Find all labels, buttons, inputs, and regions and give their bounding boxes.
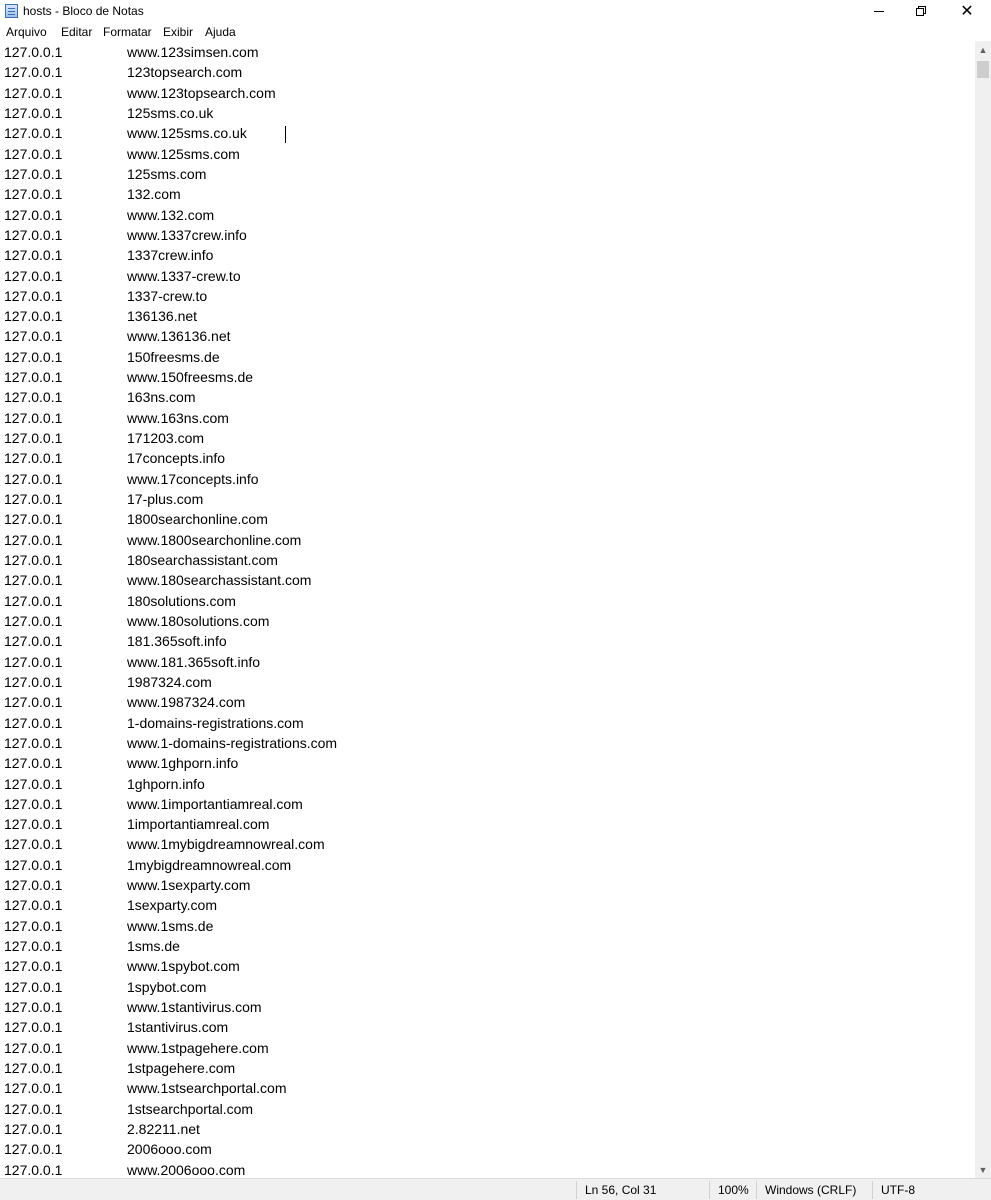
menu-bar [0,22,991,41]
text-line [0,916,975,936]
hostname: 181.365soft.info [127,633,227,650]
menu-arquivo[interactable]: Arquivo [6,25,47,39]
hostname: 1987324.com [127,673,212,690]
hostname: www.181.365soft.info [127,653,261,670]
hostname: www.125sms.co.uk [127,125,247,142]
hostname: 17concepts.info [127,450,226,467]
menu-ajuda[interactable]: Ajuda [205,25,236,39]
scroll-down-button[interactable] [975,1161,991,1178]
text-line [0,83,975,103]
text-line [0,347,975,367]
hostname: www.1spybot.com [127,958,240,975]
text-line [0,42,975,62]
text-line [0,570,975,590]
text-line [0,286,975,306]
hostname: 1mybigdreamnowreal.com [127,856,292,873]
ip-address: 127.0.0.1 [4,612,63,629]
close-icon: ✕ [960,3,974,20]
hostname: 136136.net [127,308,198,325]
vertical-scrollbar[interactable] [975,41,991,1178]
ip-address: 127.0.0.1 [4,938,63,955]
ip-address: 127.0.0.1 [4,836,63,853]
text-line [0,1139,975,1159]
hostname: 163ns.com [127,389,196,406]
text-line [0,428,975,448]
hostname: 180solutions.com [127,592,236,609]
hostname: www.125sms.com [127,145,240,162]
text-line [0,1119,975,1139]
text-line [0,225,975,245]
ip-address: 127.0.0.1 [4,572,63,589]
ip-address: 127.0.0.1 [4,44,63,60]
text-line [0,997,975,1017]
hostname: www.1stpagehere.com [127,1039,269,1056]
text-line [0,631,975,651]
text-line [0,672,975,692]
hostname: 1stsearchportal.com [127,1100,254,1117]
hostname: 125sms.com [127,165,207,182]
ip-address: 127.0.0.1 [4,267,63,284]
ip-address: 127.0.0.1 [4,531,63,548]
line-ending: Windows (CRLF) [765,1183,857,1197]
ip-address: 127.0.0.1 [4,694,63,711]
text-line [0,611,975,631]
text-line [0,591,975,611]
text-line [0,774,975,794]
ip-address: 127.0.0.1 [4,958,63,975]
minimize-icon [874,11,884,12]
text-line [0,936,975,956]
ip-address: 127.0.0.1 [4,308,63,325]
ip-address: 127.0.0.1 [4,1019,63,1036]
hostname: www.1337crew.info [127,226,247,243]
ip-address: 127.0.0.1 [4,856,63,873]
text-line [0,550,975,570]
scrollbar-thumb[interactable] [977,61,989,78]
hostname: 132.com [127,186,181,203]
ip-address: 127.0.0.1 [4,64,63,81]
hostname: www.180solutions.com [127,612,270,629]
ip-address: 127.0.0.1 [4,511,63,528]
status-divider [756,1181,757,1199]
hostname: www.150freesms.de [127,369,254,386]
ip-address: 127.0.0.1 [4,450,63,467]
ip-address: 127.0.0.1 [4,592,63,609]
restore-button[interactable] [898,0,944,22]
menu-formatar[interactable]: Formatar [103,25,152,39]
ip-address: 127.0.0.1 [4,145,63,162]
ip-address: 127.0.0.1 [4,430,63,447]
text-line [0,489,975,509]
ip-address: 127.0.0.1 [4,328,63,345]
ip-address: 127.0.0.1 [4,1060,63,1076]
ip-address: 127.0.0.1 [4,206,63,223]
ip-address: 127.0.0.1 [4,470,63,487]
text-editor[interactable] [0,41,975,1178]
text-line [0,1160,975,1178]
notepad-icon[interactable] [5,4,18,18]
text-line [0,1078,975,1098]
hostname: 2006ooo.com [127,1141,212,1158]
text-line [0,733,975,753]
ip-address: 127.0.0.1 [4,775,63,792]
text-line [0,753,975,773]
ip-address: 127.0.0.1 [4,795,63,812]
ip-address: 127.0.0.1 [4,247,63,264]
hostname: 1stantivirus.com [127,1019,229,1036]
text-line [0,184,975,204]
text-line [0,448,975,468]
hostname: 123topsearch.com [127,64,243,81]
text-line [0,408,975,428]
ip-address: 127.0.0.1 [4,897,63,914]
hostname: www.1337-crew.to [127,267,241,284]
text-line [0,1017,975,1037]
hostname: www.132.com [127,206,215,223]
hostname: www.1sexparty.com [127,877,251,894]
hostname: www.1mybigdreamnowreal.com [127,836,325,853]
text-line [0,1038,975,1058]
hostname: www.123topsearch.com [127,84,276,101]
zoom-level: 100% [718,1183,749,1197]
hostname: 1337-crew.to [127,287,208,304]
ip-address: 127.0.0.1 [4,186,63,203]
ip-address: 127.0.0.1 [4,491,63,508]
hostname: www.1ghporn.info [127,755,239,772]
menu-exibir[interactable]: Exibir [163,25,194,39]
text-line [0,794,975,814]
text-line [0,875,975,895]
hostname: 17-plus.com [127,491,204,508]
hostname: 180searchassistant.com [127,552,278,568]
ip-address: 127.0.0.1 [4,978,63,995]
text-line [0,367,975,387]
text-line [0,266,975,286]
hostname: 1stpagehere.com [127,1060,236,1076]
hostname: 1337crew.info [127,247,214,264]
ip-address: 127.0.0.1 [4,1100,63,1117]
ip-address: 127.0.0.1 [4,999,63,1016]
hostname: 1800searchonline.com [127,511,268,528]
ip-address: 127.0.0.1 [4,369,63,386]
status-bar [0,1178,991,1200]
ip-address: 127.0.0.1 [4,1080,63,1097]
text-line [0,956,975,976]
ip-address: 127.0.0.1 [4,125,63,142]
hostname: 1sexparty.com [127,897,217,914]
hostname: www.1800searchonline.com [127,531,302,548]
text-line [0,103,975,123]
text-line [0,652,975,672]
hostname: 1ghporn.info [127,775,205,792]
ip-address: 127.0.0.1 [4,673,63,690]
hostname: 1sms.de [127,938,180,955]
chevron-up-icon: ▲ [978,44,988,55]
hostname: www.1stantivirus.com [127,999,262,1016]
text-line [0,895,975,915]
text-line [0,62,975,82]
ip-address: 127.0.0.1 [4,734,63,751]
text-line [0,164,975,184]
text-line [0,205,975,225]
hostname: www.2006ooo.com [127,1161,246,1178]
hostname: www.17concepts.info [127,470,259,487]
chevron-down-icon: ▼ [978,1164,988,1175]
text-line [0,509,975,529]
minimize-button[interactable] [856,0,902,22]
hostname: 1-domains-registrations.com [127,714,304,731]
text-line [0,144,975,164]
window-title: hosts - Bloco de Notas [23,4,144,18]
text-line [0,245,975,265]
hostname: 171203.com [127,430,205,447]
ip-address: 127.0.0.1 [4,389,63,406]
ip-address: 127.0.0.1 [4,755,63,772]
ip-address: 127.0.0.1 [4,1141,63,1158]
encoding: UTF-8 [881,1183,915,1197]
hostname: www.1987324.com [127,694,246,711]
text-line [0,692,975,712]
ip-address: 127.0.0.1 [4,917,63,934]
text-line [0,530,975,550]
ip-address: 127.0.0.1 [4,165,63,182]
ip-address: 127.0.0.1 [4,287,63,304]
cursor-position: Ln 56, Col 31 [585,1183,657,1197]
ip-address: 127.0.0.1 [4,226,63,243]
ip-address: 127.0.0.1 [4,1161,63,1178]
hostname: www.1stsearchportal.com [127,1080,287,1097]
text-line [0,387,975,407]
text-line [0,814,975,834]
hostname: www.1sms.de [127,917,214,934]
hostname: 1importantiamreal.com [127,816,270,833]
scroll-up-button[interactable] [975,41,991,58]
ip-address: 127.0.0.1 [4,552,63,568]
hostname: www.180searchassistant.com [127,572,312,589]
status-divider [709,1181,710,1199]
ip-address: 127.0.0.1 [4,653,63,670]
text-line [0,834,975,854]
ip-address: 127.0.0.1 [4,1120,63,1137]
hostname: 2.82211.net [127,1120,200,1137]
ip-address: 127.0.0.1 [4,633,63,650]
menu-editar[interactable]: Editar [61,25,93,39]
ip-address: 127.0.0.1 [4,1039,63,1056]
text-line [0,123,975,143]
hostname: www.163ns.com [127,409,229,426]
hostname: www.1importantiamreal.com [127,795,303,812]
hostname: 1spybot.com [127,978,207,995]
ip-address: 127.0.0.1 [4,348,63,365]
hostname: 150freesms.de [127,348,220,365]
text-line [0,469,975,489]
ip-address: 127.0.0.1 [4,409,63,426]
ip-address: 127.0.0.1 [4,104,63,121]
ip-address: 127.0.0.1 [4,816,63,833]
close-button[interactable] [944,0,990,22]
restore-icon [916,6,926,16]
status-divider [576,1181,577,1199]
text-line [0,306,975,326]
title-bar[interactable] [0,0,991,22]
text-line [0,977,975,997]
ip-address: 127.0.0.1 [4,84,63,101]
text-line [0,855,975,875]
hostname: www.1-domains-registrations.com [127,734,338,751]
ip-address: 127.0.0.1 [4,877,63,894]
text-line [0,1099,975,1119]
status-divider [872,1181,873,1199]
hostname: www.136136.net [127,328,231,345]
ip-address: 127.0.0.1 [4,714,63,731]
hostname: www.123simsen.com [127,44,259,60]
hostname: 125sms.co.uk [127,104,214,121]
text-line [0,326,975,346]
text-line [0,1058,975,1078]
text-line [0,713,975,733]
